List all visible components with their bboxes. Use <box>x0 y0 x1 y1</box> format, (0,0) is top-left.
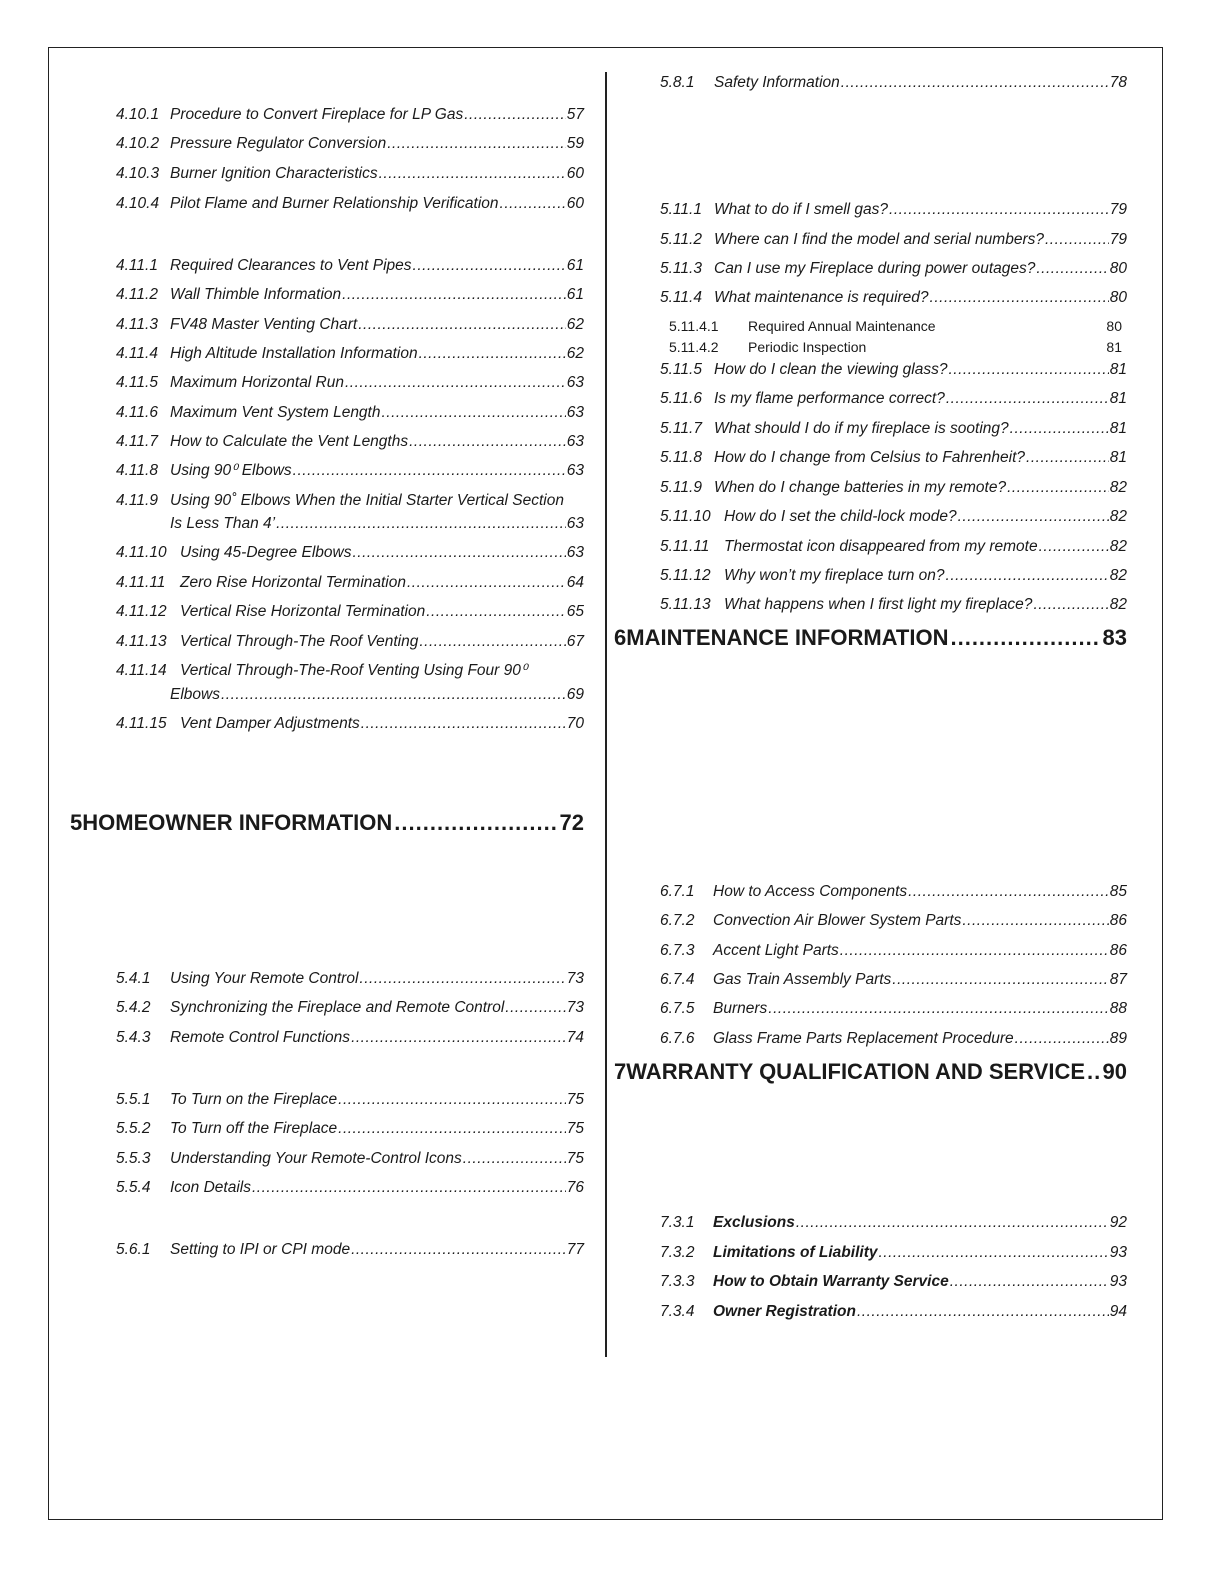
entry-title: Remote Control Functions <box>170 1029 351 1046</box>
toc-entry[interactable] <box>116 601 584 623</box>
entry-page: 67 <box>566 633 584 650</box>
toc-entry[interactable] <box>116 542 584 564</box>
entry-title: Procedure to Convert Fireplace for LP Gas <box>170 106 464 123</box>
entry-number: 7.3.1 <box>660 1214 695 1231</box>
toc-entry[interactable] <box>116 193 584 215</box>
toc-entry[interactable] <box>660 1271 1127 1293</box>
leader-dots <box>351 1239 566 1261</box>
entry-page: 63 <box>566 374 584 391</box>
entry-number: 4.11.7 <box>116 433 158 450</box>
entry-number: 5.5.3 <box>116 1150 151 1167</box>
leader-dots <box>413 255 566 277</box>
leader-dots <box>379 163 566 185</box>
toc-entry[interactable] <box>660 1242 1127 1264</box>
entry-title: To Turn off the Fireplace <box>170 1120 338 1137</box>
toc-entry[interactable] <box>116 343 584 365</box>
entry-title: How do I set the child-lock mode? <box>724 508 957 525</box>
entry-number: 4.10.3 <box>116 165 160 182</box>
entry-page: 60 <box>566 165 584 182</box>
leader-dots <box>1087 1057 1101 1087</box>
toc-subentry[interactable] <box>669 316 1122 336</box>
toc-entry[interactable] <box>116 460 584 482</box>
entry-page: 60 <box>566 195 584 212</box>
entry-page: 80 <box>1109 260 1127 277</box>
leader-dots <box>463 1148 566 1170</box>
leader-dots <box>500 193 566 215</box>
entry-title: Burner Ignition Characteristics <box>170 165 378 182</box>
entry-title: Accent Light Parts <box>713 942 839 959</box>
entry-number: 4.10.1 <box>116 106 160 123</box>
entry-number: 4.11.5 <box>116 374 158 391</box>
leader-dots <box>840 940 1109 962</box>
entry-title: Periodic Inspection <box>748 339 867 355</box>
entry-page: 81 <box>1109 420 1127 437</box>
toc-entry[interactable] <box>116 1148 584 1170</box>
entry-page: 61 <box>566 286 584 303</box>
entry-number: 4.11.12 <box>116 603 167 620</box>
heading-page: 72 <box>559 810 584 835</box>
toc-entry[interactable] <box>116 968 584 990</box>
entry-number: 5.11.4.1 <box>669 318 719 334</box>
entry-title: When do I change batteries in my remote? <box>714 479 1007 496</box>
toc-entry[interactable] <box>116 1177 584 1199</box>
toc-entry[interactable] <box>660 287 1127 309</box>
leader-dots <box>946 565 1109 587</box>
section-heading-6[interactable] <box>614 623 1127 653</box>
toc-subentry[interactable] <box>669 337 1122 357</box>
toc-entry[interactable] <box>116 1239 584 1261</box>
entry-number: 5.11.1 <box>660 201 702 218</box>
entry-number: 5.6.1 <box>116 1241 151 1258</box>
entry-number: 5.11.5 <box>660 361 702 378</box>
toc-entry[interactable] <box>116 133 584 155</box>
entry-title: To Turn on the Fireplace <box>170 1091 338 1108</box>
leader-dots <box>338 1118 566 1140</box>
entry-title: Vertical Rise Horizontal Termination <box>180 603 426 620</box>
toc-entry[interactable] <box>660 418 1127 440</box>
entry-title: Exclusions <box>713 1214 795 1231</box>
leader-dots <box>464 104 566 126</box>
entry-title: Owner Registration <box>713 1303 856 1320</box>
entry-title: Vertical Through-The Roof Venting <box>180 633 419 650</box>
entry-title: Pressure Regulator Conversion <box>170 135 387 152</box>
entry-page: 89 <box>1109 1030 1127 1047</box>
heading-number: 6 <box>614 625 627 650</box>
entry-number: 5.8.1 <box>660 74 695 91</box>
toc-entry[interactable] <box>116 163 584 185</box>
toc-entry[interactable] <box>116 997 584 1019</box>
entry-page: 77 <box>566 1241 584 1258</box>
entry-title: Wall Thimble Information <box>170 286 342 303</box>
leader-dots <box>419 343 566 365</box>
entry-page: 80 <box>1106 318 1122 334</box>
entry-page: 88 <box>1109 1000 1127 1017</box>
leader-dots <box>1026 447 1109 469</box>
entry-number: 5.11.3 <box>660 260 702 277</box>
leader-dots <box>221 684 566 706</box>
leader-dots <box>946 388 1109 410</box>
toc-entry[interactable] <box>660 1301 1127 1323</box>
toc-entry-line2[interactable] <box>170 513 584 535</box>
toc-entry[interactable] <box>660 388 1127 410</box>
leader-dots <box>1007 477 1109 499</box>
entry-page: 78 <box>1109 74 1127 91</box>
entry-number: 5.11.11 <box>660 538 710 555</box>
section-heading-5[interactable] <box>70 808 584 838</box>
toc-entry-line1[interactable] <box>116 660 584 682</box>
toc-entry[interactable] <box>116 713 584 735</box>
leader-dots <box>1036 258 1108 280</box>
entry-page: 57 <box>566 106 584 123</box>
toc-entry[interactable] <box>660 258 1127 280</box>
toc-entry[interactable] <box>660 1212 1127 1234</box>
leader-dots <box>962 910 1108 932</box>
entry-number: 4.11.15 <box>116 715 167 732</box>
toc-entry[interactable] <box>660 72 1127 94</box>
section-heading-7[interactable] <box>614 1057 1127 1087</box>
heading-page: 90 <box>1102 1059 1127 1084</box>
entry-title: What to do if I smell gas? <box>714 201 889 218</box>
entry-title: Using 45-Degree Elbows <box>180 544 352 561</box>
entry-number: 5.11.7 <box>660 420 702 437</box>
entry-page: 62 <box>566 316 584 333</box>
heading-number: 7 <box>614 1059 627 1084</box>
entry-title: Convection Air Blower System Parts <box>713 912 962 929</box>
entry-page: 86 <box>1109 942 1127 959</box>
leader-dots <box>409 431 566 453</box>
leader-dots <box>1039 536 1109 558</box>
leader-dots <box>381 402 565 424</box>
leader-dots <box>338 1089 566 1111</box>
toc-entry[interactable] <box>116 284 584 306</box>
entry-title: How do I change from Celsius to Fahrenheit? <box>714 449 1026 466</box>
entry-title: What maintenance is required? <box>714 289 929 306</box>
entry-title-continued: Elbows <box>170 686 220 703</box>
toc-entry[interactable] <box>660 477 1127 499</box>
toc-entry[interactable] <box>660 910 1127 932</box>
toc-entry[interactable] <box>116 431 584 453</box>
entry-page: 70 <box>566 715 584 732</box>
entry-number: 4.11.6 <box>116 404 158 421</box>
entry-title: How to Calculate the Vent Lengths <box>170 433 409 450</box>
toc-entry[interactable] <box>660 1028 1127 1050</box>
entry-title: Understanding Your Remote-Control Icons <box>170 1150 462 1167</box>
entry-page: 82 <box>1109 538 1127 555</box>
entry-page: 64 <box>566 574 584 591</box>
entry-title: Vent Damper Adjustments <box>180 715 360 732</box>
entry-page: 79 <box>1109 201 1127 218</box>
entry-number: 5.11.4.2 <box>669 339 719 355</box>
entry-title: FV48 Master Venting Chart <box>170 316 358 333</box>
entry-number: 5.11.10 <box>660 508 711 525</box>
leader-dots <box>958 506 1109 528</box>
entry-page: 75 <box>566 1150 584 1167</box>
toc-entry-line1[interactable] <box>116 490 584 512</box>
leader-dots <box>505 997 565 1019</box>
entry-title: Icon Details <box>170 1179 251 1196</box>
entry-number: 7.3.4 <box>660 1303 695 1320</box>
entry-number: 5.11.9 <box>660 479 702 496</box>
heading-page: 83 <box>1102 625 1127 650</box>
entry-title: How to Obtain Warranty Service <box>713 1273 949 1290</box>
leader-dots <box>407 572 566 594</box>
heading-title: WARRANTY QUALIFICATION AND SERVICE <box>626 1059 1086 1084</box>
entry-title: Can I use my Fireplace during power outages? <box>714 260 1036 277</box>
entry-page: 76 <box>566 1179 584 1196</box>
toc-entry[interactable] <box>660 881 1127 903</box>
entry-page: 65 <box>566 603 584 620</box>
toc-entry[interactable] <box>116 1027 584 1049</box>
entry-title: How do I clean the viewing glass? <box>714 361 948 378</box>
entry-number: 5.11.6 <box>660 390 702 407</box>
entry-title: What should I do if my fireplace is sooting? <box>714 420 1009 437</box>
entry-title: How to Access Components <box>713 883 908 900</box>
entry-page: 81 <box>1109 449 1127 466</box>
leader-dots <box>796 1212 1109 1234</box>
entry-number: 7.3.3 <box>660 1273 695 1290</box>
leader-dots <box>345 372 566 394</box>
entry-page: 79 <box>1109 231 1127 248</box>
entry-page: 63 <box>566 462 584 479</box>
entry-number: 4.11.13 <box>116 633 167 650</box>
leader-dots <box>857 1301 1109 1323</box>
entry-number: 4.11.4 <box>116 345 158 362</box>
toc-entry[interactable] <box>116 402 584 424</box>
toc-entry[interactable] <box>116 255 584 277</box>
leader-dots <box>1033 594 1108 616</box>
toc-entry[interactable] <box>660 998 1127 1020</box>
entry-page: 61 <box>566 257 584 274</box>
column-divider <box>605 72 607 1357</box>
leader-dots <box>878 1242 1108 1264</box>
entry-title: Synchronizing the Fireplace and Remote Control <box>170 999 505 1016</box>
entry-title: Using 90˚ Elbows When the Initial Starter Vertical Section <box>170 492 564 509</box>
leader-dots <box>351 1027 566 1049</box>
toc-entry[interactable] <box>660 359 1127 381</box>
entry-number: 5.11.13 <box>660 596 711 613</box>
toc-entry[interactable] <box>116 1118 584 1140</box>
entry-page: 63 <box>566 515 584 532</box>
entry-number: 6.7.5 <box>660 1000 695 1017</box>
leader-dots <box>889 199 1109 221</box>
entry-page: 85 <box>1109 883 1127 900</box>
entry-title: Maximum Vent System Length <box>170 404 381 421</box>
toc-entry[interactable] <box>116 631 584 653</box>
entry-page: 87 <box>1109 971 1127 988</box>
entry-number: 4.11.1 <box>116 257 158 274</box>
leader-dots <box>394 808 557 838</box>
toc-entry[interactable] <box>660 199 1127 221</box>
entry-number: 6.7.6 <box>660 1030 695 1047</box>
entry-number: 5.4.3 <box>116 1029 151 1046</box>
entry-title: Required Clearances to Vent Pipes <box>170 257 412 274</box>
entry-page: 59 <box>566 135 584 152</box>
entry-title: Limitations of Liability <box>713 1244 878 1261</box>
entry-title-continued: Is Less Than 4’ <box>170 515 276 532</box>
entry-title: Where can I find the model and serial numbers? <box>714 231 1044 248</box>
leader-dots <box>252 1177 566 1199</box>
entry-number: 7.3.2 <box>660 1244 695 1261</box>
entry-page: 63 <box>566 433 584 450</box>
toc-entry[interactable] <box>116 1089 584 1111</box>
entry-title: Required Annual Maintenance <box>748 318 936 334</box>
toc-entry[interactable] <box>116 372 584 394</box>
entry-page: 73 <box>566 999 584 1016</box>
entry-title: Zero Rise Horizontal Termination <box>180 574 406 591</box>
toc-entry[interactable] <box>660 969 1127 991</box>
entry-page: 81 <box>1109 390 1127 407</box>
entry-title: Safety Information <box>714 74 840 91</box>
entry-number: 6.7.3 <box>660 942 695 959</box>
entry-title: Gas Train Assembly Parts <box>713 971 892 988</box>
leader-dots <box>358 314 566 336</box>
entry-number: 5.5.4 <box>116 1179 151 1196</box>
leader-dots <box>276 513 566 535</box>
entry-page: 69 <box>566 686 584 703</box>
leader-dots <box>950 623 1100 653</box>
toc-entry[interactable] <box>660 447 1127 469</box>
entry-number: 5.4.1 <box>116 970 151 987</box>
leader-dots <box>1010 418 1109 440</box>
heading-title: MAINTENANCE INFORMATION <box>626 625 949 650</box>
entry-page: 94 <box>1109 1303 1127 1320</box>
heading-number: 5 <box>70 810 83 835</box>
entry-title: Why won’t my fireplace turn on? <box>724 567 945 584</box>
entry-title: Vertical Through-The-Roof Venting Using Four 90⁰ <box>180 662 528 679</box>
leader-dots <box>768 998 1108 1020</box>
entry-title: Thermostat icon disappeared from my remote <box>724 538 1038 555</box>
entry-title: Is my flame performance correct? <box>714 390 945 407</box>
entry-page: 75 <box>566 1120 584 1137</box>
entry-title: High Altitude Installation Information <box>170 345 418 362</box>
entry-number: 5.11.8 <box>660 449 702 466</box>
entry-number: 5.5.1 <box>116 1091 151 1108</box>
toc-entry[interactable] <box>116 104 584 126</box>
entry-number: 6.7.2 <box>660 912 695 929</box>
leader-dots <box>387 133 566 155</box>
heading-title: HOMEOWNER INFORMATION <box>82 810 393 835</box>
entry-title: Pilot Flame and Burner Relationship Verification <box>170 195 499 212</box>
entry-number: 5.11.12 <box>660 567 711 584</box>
toc-entry[interactable] <box>660 229 1127 251</box>
leader-dots <box>908 881 1109 903</box>
leader-dots <box>1015 1028 1109 1050</box>
leader-dots <box>841 72 1109 94</box>
toc-entry[interactable] <box>660 565 1127 587</box>
entry-page: 82 <box>1109 479 1127 496</box>
entry-number: 4.11.14 <box>116 662 167 679</box>
leader-dots <box>293 460 566 482</box>
leader-dots <box>352 542 565 564</box>
entry-page: 82 <box>1109 567 1127 584</box>
entry-page: 63 <box>566 544 584 561</box>
entry-page: 86 <box>1109 912 1127 929</box>
leader-dots <box>359 968 565 990</box>
entry-number: 5.4.2 <box>116 999 151 1016</box>
entry-number: 4.11.2 <box>116 286 158 303</box>
leader-dots <box>419 631 565 653</box>
entry-page: 62 <box>566 345 584 362</box>
entry-number: 6.7.4 <box>660 971 695 988</box>
leader-dots <box>361 713 566 735</box>
entry-page: 82 <box>1109 508 1127 525</box>
entry-page: 81 <box>1106 339 1122 355</box>
leader-dots <box>949 359 1109 381</box>
leader-dots <box>950 1271 1109 1293</box>
toc-entry[interactable] <box>660 594 1127 616</box>
entry-number: 5.11.4 <box>660 289 702 306</box>
leader-dots <box>426 601 566 623</box>
entry-page: 80 <box>1109 289 1127 306</box>
leader-dots <box>1045 229 1109 251</box>
entry-title: Burners <box>713 1000 768 1017</box>
entry-title: Setting to IPI or CPI mode <box>170 1241 351 1258</box>
entry-title: Using Your Remote Control <box>170 970 359 987</box>
toc-entry[interactable] <box>116 314 584 336</box>
entry-title: Using 90⁰ Elbows <box>170 462 292 479</box>
entry-title: What happens when I first light my fireplace? <box>724 596 1033 613</box>
entry-page: 74 <box>566 1029 584 1046</box>
leader-dots <box>342 284 566 306</box>
toc-entry[interactable] <box>660 940 1127 962</box>
entry-number: 6.7.1 <box>660 883 695 900</box>
entry-title: Maximum Horizontal Run <box>170 374 344 391</box>
entry-page: 92 <box>1109 1214 1127 1231</box>
entry-number: 5.11.2 <box>660 231 702 248</box>
entry-page: 63 <box>566 404 584 421</box>
entry-number: 4.11.3 <box>116 316 158 333</box>
entry-page: 93 <box>1109 1244 1127 1261</box>
entry-number: 4.11.8 <box>116 462 158 479</box>
toc-entry[interactable] <box>116 572 584 594</box>
entry-number: 4.10.2 <box>116 135 160 152</box>
entry-page: 81 <box>1109 361 1127 378</box>
entry-number: 4.11.11 <box>116 574 166 591</box>
entry-number: 4.11.10 <box>116 544 167 561</box>
entry-page: 82 <box>1109 596 1127 613</box>
toc-entry[interactable] <box>660 506 1127 528</box>
entry-number: 4.11.9 <box>116 492 158 509</box>
entry-page: 93 <box>1109 1273 1127 1290</box>
toc-entry-line2[interactable] <box>170 684 584 706</box>
entry-title: Glass Frame Parts Replacement Procedure <box>713 1030 1014 1047</box>
leader-dots <box>892 969 1108 991</box>
entry-page: 75 <box>566 1091 584 1108</box>
entry-number: 4.10.4 <box>116 195 160 212</box>
leader-dots <box>930 287 1109 309</box>
entry-page: 73 <box>566 970 584 987</box>
entry-number: 5.5.2 <box>116 1120 151 1137</box>
toc-entry[interactable] <box>660 536 1127 558</box>
